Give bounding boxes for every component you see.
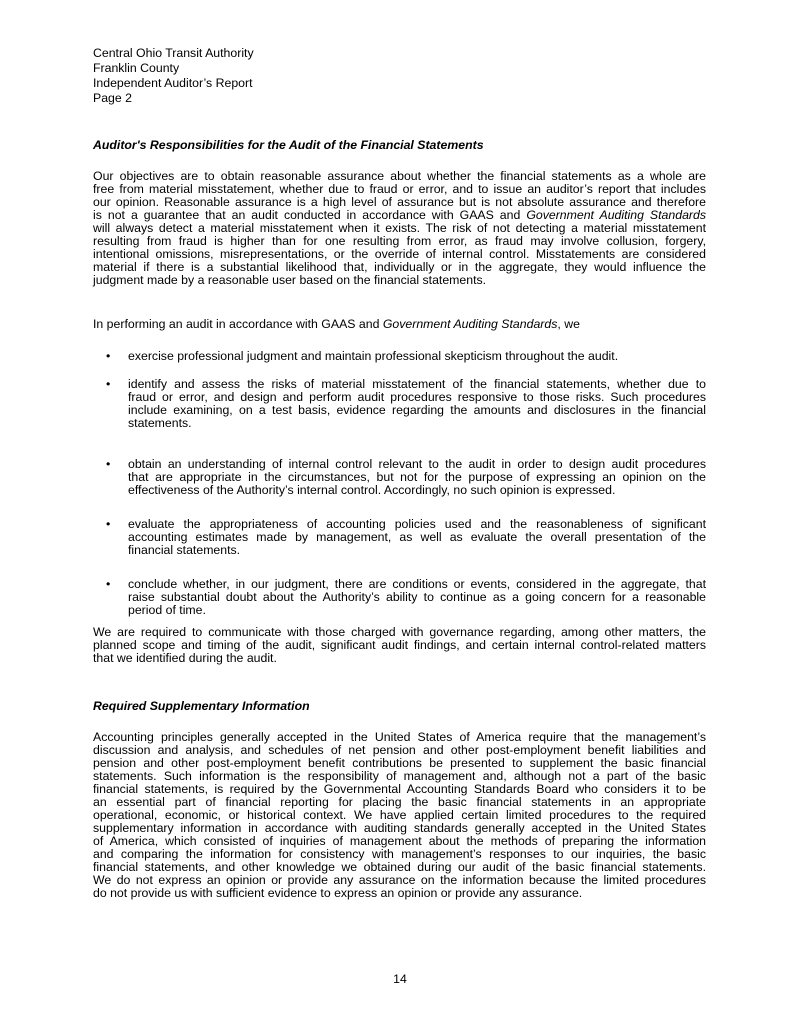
text-line: that we identified during the audit. xyxy=(93,651,277,665)
bullet-icon: • xyxy=(106,349,111,363)
page-number: 14 xyxy=(393,972,407,986)
text-line: pension and other post-employment benefit contributions be presented to supplement the basic financial xyxy=(93,756,706,770)
bullet-item xyxy=(93,378,706,430)
paragraph-performing-audit xyxy=(93,318,706,331)
text-line: and comparing the information for consistency with management’s responses to our inquiries, the basic xyxy=(93,847,706,861)
bullet-icon: • xyxy=(106,577,111,591)
text-span: is not a guarantee that an audit conducted in accordance with GAAS and xyxy=(93,208,527,222)
bullet-text xyxy=(128,350,706,363)
text-line: our opinion. Reasonable assurance is a high level of assurance but is not absolute assurance and therefore xyxy=(93,195,706,209)
text-line: accounting estimates made by management, as well as evaluate the overall presentation of the xyxy=(128,530,706,544)
text-line: identify and assess the risks of material misstatement of the financial statements, whether due to xyxy=(128,377,706,391)
text-line: planned scope and timing of the audit, significant audit findings, and certain internal control-related matters xyxy=(93,638,706,652)
text-line: discussion and analysis, and schedules of net pension and other post-employment benefit liabilities and xyxy=(93,743,706,757)
italic-text: Government Auditing Standards xyxy=(526,208,706,222)
text-line: We are required to communicate with those charged with governance regarding, among other matters, the xyxy=(93,625,706,639)
section-heading-auditor-responsibilities: Auditor's Responsibilities for the Audit of the Financial Statements xyxy=(93,138,484,152)
text-line: judgment made by a reasonable user based on the financial statements. xyxy=(93,273,487,287)
text-line: operational, economic, or historical context. We have applied certain limited procedures to the required xyxy=(93,808,706,822)
bullet-text xyxy=(128,518,706,557)
text-span: , we xyxy=(557,317,580,331)
text-line xyxy=(93,318,706,331)
bullet-icon: • xyxy=(106,517,111,531)
bullet-text xyxy=(128,458,706,497)
text-line: We do not express an opinion or provide any assurance on the information because the limited procedures xyxy=(93,873,706,887)
text-line: an essential part of financial reporting for placing the basic financial statements in an appropriate xyxy=(93,795,706,809)
text-line: effectiveness of the Authority’s internal control. Accordingly, no such opinion is expressed. xyxy=(128,483,616,497)
bullet-icon: • xyxy=(106,377,111,391)
text-line: financial statements. xyxy=(128,543,241,557)
text-line: supplementary information in accordance with auditing standards generally accepted in the United States xyxy=(93,821,706,835)
paragraph-communicate xyxy=(93,626,706,665)
text-line: exercise professional judgment and maintain professional skepticism throughout the audit. xyxy=(128,349,619,363)
paragraph-rsi xyxy=(93,731,706,900)
header-line: Central Ohio Transit Authority xyxy=(93,46,254,60)
header-line: Franklin County xyxy=(93,61,180,75)
text-line: raise substantial doubt about the Authority’s ability to continue as a going concern for a reasonable xyxy=(128,590,706,604)
text-line: conclude whether, in our judgment, there are conditions or events, considered in the aggregate, that xyxy=(128,577,706,591)
paragraph-objectives xyxy=(93,170,706,287)
text-line: financial statements, is required by the Governmental Accounting Standards Board who considers it to be xyxy=(93,782,706,796)
bullet-text xyxy=(128,578,706,617)
bullet-item xyxy=(93,518,706,557)
report-header xyxy=(93,46,254,106)
header-line: Independent Auditor’s Report xyxy=(93,76,253,90)
text-line: free from material misstatement, whether due to fraud or error, and to issue an auditor’s report that includes xyxy=(93,182,706,196)
text-line: do not provide us with sufficient evidence to express an opinion or provide any assurance. xyxy=(93,886,583,900)
bullet-item xyxy=(93,578,706,617)
text-line: Our objectives are to obtain reasonable assurance about whether the financial statements as a whole are xyxy=(93,169,706,183)
bullet-icon: • xyxy=(106,457,111,471)
text-line: will always detect a material misstatement when it exists. The risk of not detecting a material misstatement xyxy=(93,221,706,235)
section-heading-rsi: Required Supplementary Information xyxy=(93,699,310,713)
text-line: resulting from fraud is higher than for one resulting from error, as fraud may involve collusion, forgery, xyxy=(93,234,706,248)
text-line: statements. xyxy=(128,416,192,430)
bullet-text xyxy=(128,378,706,430)
text-line: of America, which consisted of inquiries of management about the methods of preparing the information xyxy=(93,834,706,848)
text-line: Accounting principles generally accepted in the United States of America require that the management’s xyxy=(93,730,706,744)
text-line: that are appropriate in the circumstances, but not for the purpose of expressing an opinion on the xyxy=(128,470,706,484)
text-line: financial statements, and other knowledge we obtained during our audit of the basic financial statements. xyxy=(93,860,706,874)
bullet-item xyxy=(93,458,706,497)
bullet-item xyxy=(93,350,706,363)
text-line: statements. Such information is the responsibility of management and, although not a part of the basic xyxy=(93,769,706,783)
italic-text: Government Auditing Standards xyxy=(382,317,558,331)
text-line: fraud or error, and design and perform audit procedures responsive to those risks. Such procedures xyxy=(128,390,706,404)
header-line: Page 2 xyxy=(93,91,132,105)
text-line: period of time. xyxy=(128,603,206,617)
text-line: evaluate the appropriateness of accounting policies used and the reasonableness of significant xyxy=(128,517,706,531)
text-span: In performing an audit in accordance with GAAS and xyxy=(93,317,383,331)
text-line: intentional omissions, misrepresentations, or the override of internal control. Misstatements are considered xyxy=(93,247,706,261)
text-line: include examining, on a test basis, evidence regarding the amounts and disclosures in the financial xyxy=(128,403,706,417)
text-line: material if there is a substantial likelihood that, individually or in the aggregate, they would influence the xyxy=(93,260,706,274)
text-line: obtain an understanding of internal control relevant to the audit in order to design audit procedures xyxy=(128,457,706,471)
